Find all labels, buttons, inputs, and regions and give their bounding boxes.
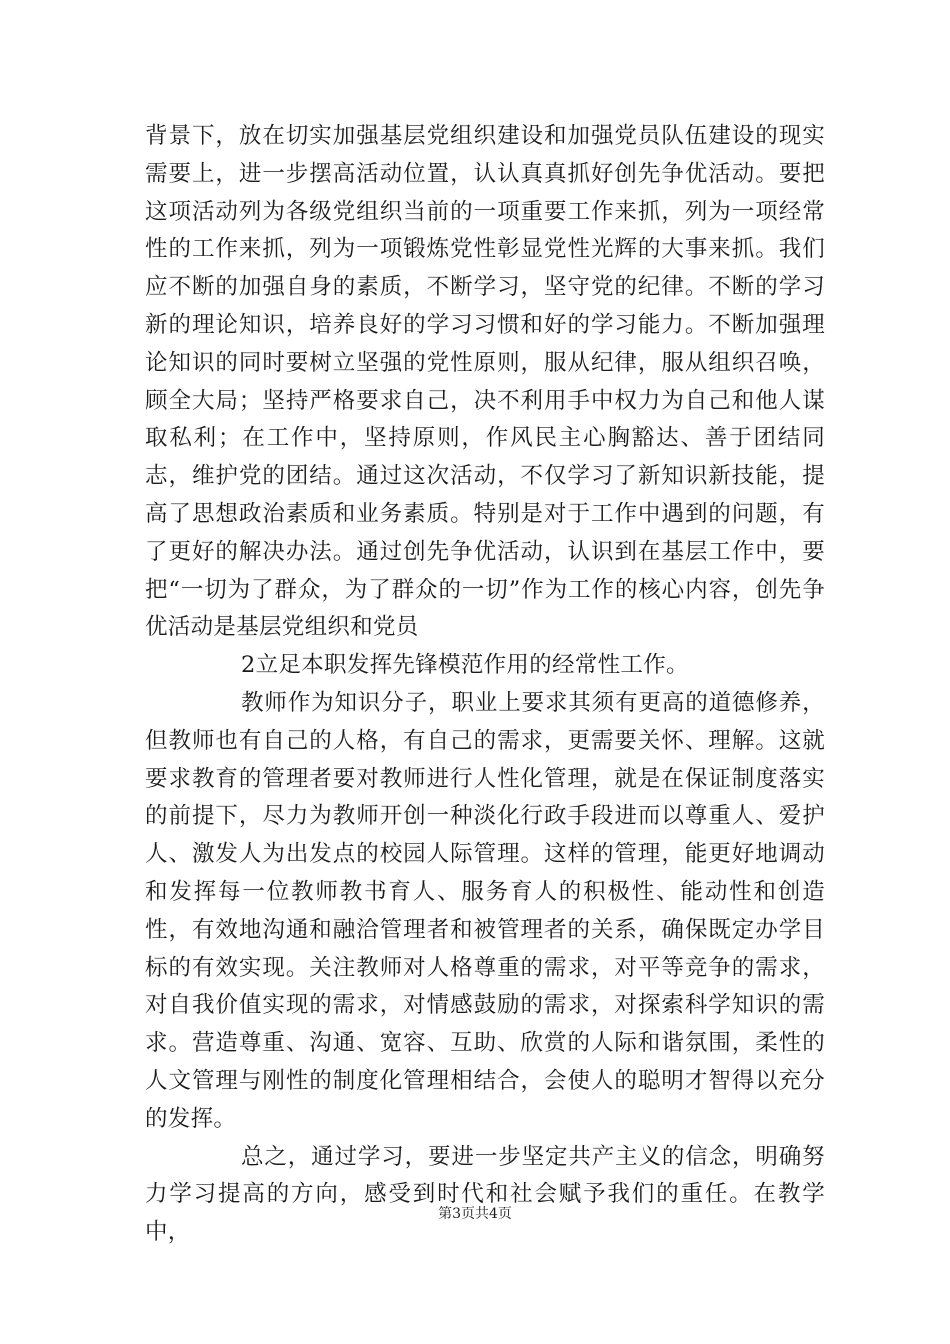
paragraph: 背景下，放在切实加强基层党组织建设和加强党员队伍建设的现实需要上，进一步摆高活动位置，认认真真抓好创先争优活动。要把这项活动列为各级党组织当前的一项重要工作来抓，列为一项经常性的工作来抓，列为一项锻炼党性彰显党性光辉的大事来抓。我们应不断的加强自身的素质，不断学习，坚守党的纪律。不断的学习新的理论知识，培养良好的学习习惯和好的学习能力。不断加强理论知识的同时要树立坚强的党性原则，服从纪律，服从组织召唤，顾全大局；坚持严格要求自己，决不利用手中权力为自己和他人谋取私利；在工作中，坚持原则，作风民主心胸豁达、善于团结同志，维护党的团结。通过这次活动，不仅学习了新知识新技能，提高了思想政治素质和业务素质。特别是对于工作中遇到的问题，有了更好的解决办法。通过创先争优活动，认识到在基层工作中，要把“一切为了群众，为了群众的一切”作为工作的核心内容，创先争优活动是基层党组织和党员	[145, 123, 825, 641]
paragraph: 总之，通过学习，要进一步坚定共产主义的信念，明确努力学习提高的方向，感受到时代和社会赋予我们的重任。在教学中，	[145, 1143, 825, 1246]
paragraph: 教师作为知识分子，职业上要求其须有更高的道德修养，但教师也有自己的人格，有自己的需求，更需要关怀、理解。这就要求教育的管理者要对教师进行人性化管理，就是在保证制度落实的前提下，尽力为教师开创一种淡化行政手段进而以尊重人、爱护人、激发人为出发点的校园人际管理。这样的管理，能更好地调动和发挥每一位教师教书育人、服务育人的积极性、能动性和创造性，有效地沟通和融洽管理者和被管理者的关系，确保既定办学目标的有效实现。关注教师对人格尊重的需求，对平等竞争的需求，对自我价值实现的需求，对情感鼓励的需求，对探索科学知识的需求。营造尊重、沟通、宽容、互助、欣赏的人际和谐氛围，柔性的人文管理与刚性的制度化管理相结合，会使人的聪明才智得以充分的发挥。	[145, 689, 825, 1132]
page-number-footer: 第3页共4页	[438, 1206, 512, 1222]
document-body	[145, 118, 825, 1252]
section-heading: 2立足本职发挥先锋模范作用的经常性工作。	[241, 652, 689, 679]
